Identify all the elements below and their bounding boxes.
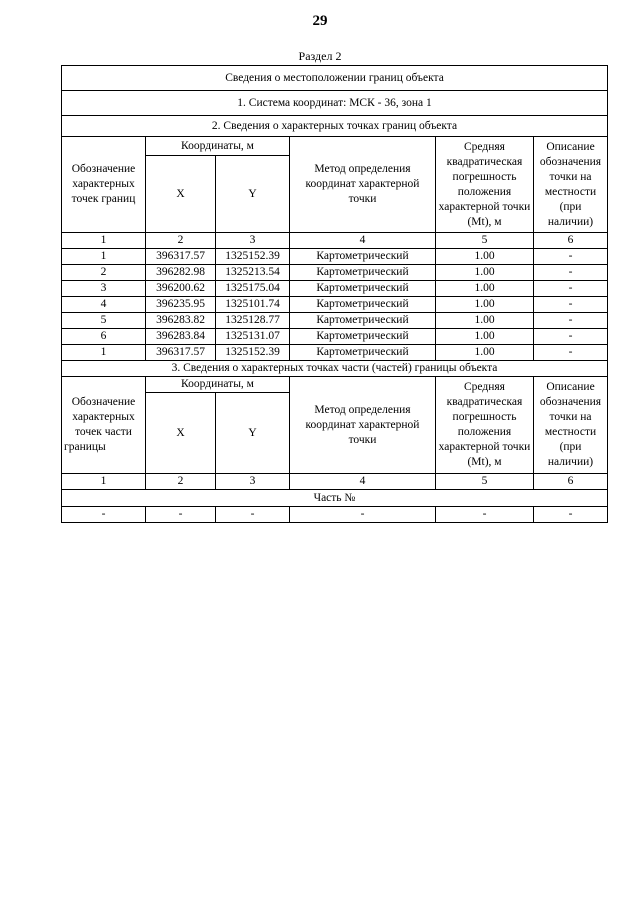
table-row [62, 329, 608, 345]
column-number: 6 [534, 233, 608, 249]
description: - [534, 297, 608, 313]
column-number: 3 [216, 233, 290, 249]
part-label: Часть № [62, 490, 608, 507]
header-error: Средняя квадратическая погрешность положения характерной точки (Mt), м [436, 137, 534, 233]
header-x: X [146, 156, 216, 233]
method: Картометрический [290, 329, 436, 345]
point-id: - [62, 507, 146, 523]
description: - [534, 345, 608, 361]
column-numbers-row [62, 474, 608, 490]
column-number: 1 [62, 474, 146, 490]
coord-y: 1325152.39 [216, 249, 290, 265]
coord-x: 396317.57 [146, 249, 216, 265]
table-row [62, 313, 608, 329]
point-id: 5 [62, 313, 146, 329]
error: 1.00 [436, 345, 534, 361]
point-id: 3 [62, 281, 146, 297]
coord-y: 1325131.07 [216, 329, 290, 345]
coord-y: 1325175.04 [216, 281, 290, 297]
column-number: 5 [436, 233, 534, 249]
description: - [534, 507, 608, 523]
table-row [62, 249, 608, 265]
parts-section-title: 3. Сведения о характерных точках части (частей) границы объекта [62, 361, 608, 377]
page-number: 29 [312, 13, 328, 29]
point-id: 1 [62, 249, 146, 265]
point-id: 4 [62, 297, 146, 313]
coord-system: 1. Система координат: МСК - 36, зона 1 [62, 91, 608, 116]
coord-x: 396235.95 [146, 297, 216, 313]
coord-x: - [146, 507, 216, 523]
table-row [62, 281, 608, 297]
coord-x: 396317.57 [146, 345, 216, 361]
error: 1.00 [436, 249, 534, 265]
table-row [62, 297, 608, 313]
column-number: 4 [290, 233, 436, 249]
points-section-title: 2. Сведения о характерных точках границ объекта [62, 116, 608, 137]
error: 1.00 [436, 297, 534, 313]
header-designation: Обозначение характерных точек границ [62, 137, 146, 233]
column-number: 5 [436, 474, 534, 490]
header-coordinates: Координаты, м [146, 137, 290, 156]
section-label: Раздел 2 [298, 49, 342, 63]
method: - [290, 507, 436, 523]
method: Картометрический [290, 297, 436, 313]
point-id: 6 [62, 329, 146, 345]
header-description: Описание обозначения точки на местности (при наличии) [534, 137, 608, 233]
column-number: 1 [62, 233, 146, 249]
method: Картометрический [290, 265, 436, 281]
header-designation: Обозначение характерных точек части границы [62, 377, 146, 474]
coord-x: 396282.98 [146, 265, 216, 281]
error: - [436, 507, 534, 523]
column-number: 2 [146, 233, 216, 249]
header-method: Метод определения координат характерной точки [290, 137, 436, 233]
description: - [534, 281, 608, 297]
point-id: 2 [62, 265, 146, 281]
boundary-table [61, 65, 608, 523]
table-row [62, 345, 608, 361]
column-number: 2 [146, 474, 216, 490]
header-coordinates: Координаты, м [146, 377, 290, 393]
header-description: Описание обозначения точки на местности (при наличии) [534, 377, 608, 474]
coord-y: 1325128.77 [216, 313, 290, 329]
error: 1.00 [436, 281, 534, 297]
table-row [62, 507, 608, 523]
column-number: 3 [216, 474, 290, 490]
table-row [62, 265, 608, 281]
error: 1.00 [436, 313, 534, 329]
description: - [534, 249, 608, 265]
method: Картометрический [290, 249, 436, 265]
point-id: 1 [62, 345, 146, 361]
method: Картометрический [290, 281, 436, 297]
error: 1.00 [436, 265, 534, 281]
coord-x: 396283.82 [146, 313, 216, 329]
column-number: 4 [290, 474, 436, 490]
header-y: Y [216, 156, 290, 233]
coord-y: - [216, 507, 290, 523]
coord-x: 396200.62 [146, 281, 216, 297]
description: - [534, 265, 608, 281]
column-number: 6 [534, 474, 608, 490]
header-error: Средняя квадратическая погрешность положения характерной точки (Mt), м [436, 377, 534, 474]
header-method: Метод определения координат характерной точки [290, 377, 436, 474]
method: Картометрический [290, 313, 436, 329]
coord-y: 1325101.74 [216, 297, 290, 313]
coord-x: 396283.84 [146, 329, 216, 345]
method: Картометрический [290, 345, 436, 361]
header-x: X [146, 393, 216, 474]
column-numbers-row [62, 233, 608, 249]
error: 1.00 [436, 329, 534, 345]
description: - [534, 329, 608, 345]
table-title: Сведения о местоположении границ объекта [62, 66, 608, 91]
header-y: Y [216, 393, 290, 474]
coord-y: 1325152.39 [216, 345, 290, 361]
description: - [534, 313, 608, 329]
coord-y: 1325213.54 [216, 265, 290, 281]
